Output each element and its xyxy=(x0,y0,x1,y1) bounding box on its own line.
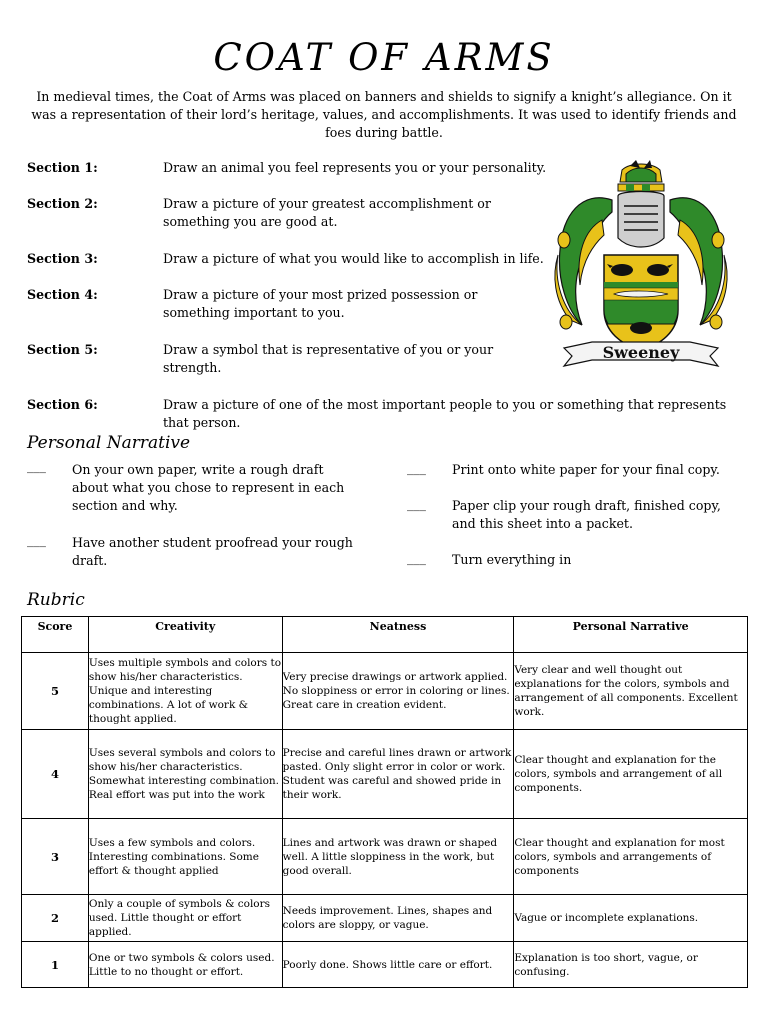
rubric-heading: Rubric xyxy=(27,590,85,610)
section-4-label: Section 4: xyxy=(27,287,98,302)
column-header-score: Score xyxy=(22,617,89,653)
checkbox-blank-3[interactable]: ___ xyxy=(407,460,426,475)
rubric-header-row xyxy=(22,617,748,653)
narrative-cell: Clear thought and explanation for most colors, symbols and arrangements of components xyxy=(514,819,748,895)
score-cell: 3 xyxy=(22,819,89,895)
section-5-label: Section 5: xyxy=(27,342,98,357)
table-row xyxy=(22,653,748,730)
crest-banner-text: Sweeney xyxy=(602,343,680,362)
rubric-table xyxy=(21,616,748,988)
section-3-text: Draw a picture of what you would like to accomplish in life. xyxy=(163,251,544,266)
narrative-step-turn-in: Turn everything in xyxy=(452,552,572,567)
section-2-text: Draw a picture of your greatest accomplishment or something you are good at. xyxy=(163,196,491,229)
narrative-cell: Vague or incomplete explanations. xyxy=(514,895,748,942)
column-header-neatness: Neatness xyxy=(282,617,514,653)
table-row xyxy=(22,895,748,942)
section-1-label: Section 1: xyxy=(27,160,98,175)
table-row xyxy=(22,819,748,895)
checkbox-blank-2[interactable]: ___ xyxy=(27,532,46,547)
score-cell: 4 xyxy=(22,730,89,819)
section-1-text: Draw an animal you feel represents you or your personality. xyxy=(163,160,547,175)
table-row xyxy=(22,942,748,988)
column-header-personal-narrative: Personal Narrative xyxy=(514,617,748,653)
narrative-step-rough-draft: On your own paper, write a rough draft about what you chose to represent in each section and why. xyxy=(72,462,345,513)
creativity-cell: Uses multiple symbols and colors to show his/her characteristics. Unique and interesting combinations. A lot of work & thought applied. xyxy=(88,653,282,730)
neatness-cell: Needs improvement. Lines, shapes and colors are sloppy, or vague. xyxy=(282,895,514,942)
section-6-text: Draw a picture of one of the most important people to you or something that represents that person. xyxy=(163,397,727,430)
section-5-text: Draw a symbol that is representative of you or your strength. xyxy=(163,342,494,375)
narrative-cell: Very clear and well thought out explanations for the colors, symbols and arrangement of all components. Excellent work. xyxy=(514,653,748,730)
narrative-step-proofread: Have another student proofread your rough draft. xyxy=(72,535,353,568)
checkbox-blank-1[interactable]: ___ xyxy=(27,458,46,473)
checkbox-blank-5[interactable]: ___ xyxy=(407,550,426,565)
section-4-text: Draw a picture of your most prized possession or something important to you. xyxy=(163,287,478,320)
neatness-cell: Poorly done. Shows little care or effort. xyxy=(282,942,514,988)
intro-paragraph: In medieval times, the Coat of Arms was placed on banners and shields to signify a knight’s allegiance. On it was a representation of their lord’s heritage, values, and accomplishments. It was used to identify friends and foes during battle. xyxy=(31,89,737,140)
table-row xyxy=(22,730,748,819)
score-cell: 5 xyxy=(22,653,89,730)
neatness-cell: Lines and artwork was drawn or shaped well. A little sloppiness in the work, but good overall. xyxy=(282,819,514,895)
checkbox-blank-4[interactable]: ___ xyxy=(407,496,426,511)
creativity-cell: Only a couple of symbols & colors used. Little thought or effort applied. xyxy=(88,895,282,942)
coat-of-arms-illustration xyxy=(552,160,730,372)
creativity-cell: Uses a few symbols and colors. Interesting combinations. Some effort & thought applied xyxy=(88,819,282,895)
creativity-cell: Uses several symbols and colors to show his/her characteristics. Somewhat interesting combination. Real effort was put into the work xyxy=(88,730,282,819)
creativity-cell: One or two symbols & colors used. Little to no thought or effort. xyxy=(88,942,282,988)
neatness-cell: Precise and careful lines drawn or artwork pasted. Only slight error in color or work. Student was careful and showed pride in their work. xyxy=(282,730,514,819)
score-cell: 1 xyxy=(22,942,89,988)
narrative-step-print: Print onto white paper for your final copy. xyxy=(452,462,720,477)
section-2-label: Section 2: xyxy=(27,196,98,211)
personal-narrative-heading: Personal Narrative xyxy=(27,433,191,453)
neatness-cell: Very precise drawings or artwork applied. No sloppiness or error in coloring or lines. Great care in creation evident. xyxy=(282,653,514,730)
section-6-label: Section 6: xyxy=(27,397,98,412)
section-3-label: Section 3: xyxy=(27,251,98,266)
narrative-cell: Clear thought and explanation for the colors, symbols and arrangement of all components. xyxy=(514,730,748,819)
narrative-step-packet: Paper clip your rough draft, finished copy, and this sheet into a packet. xyxy=(452,498,721,531)
score-cell: 2 xyxy=(22,895,89,942)
narrative-cell: Explanation is too short, vague, or confusing. xyxy=(514,942,748,988)
page-title: COAT OF ARMS xyxy=(213,36,555,79)
column-header-creativity: Creativity xyxy=(88,617,282,653)
